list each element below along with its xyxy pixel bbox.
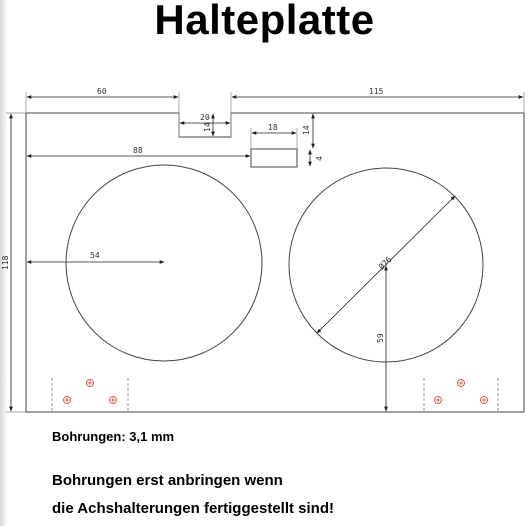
dim-text-59: 59 bbox=[376, 333, 385, 343]
hole-marker-icon bbox=[110, 397, 117, 404]
instruction-line-1: Bohrungen erst anbringen wenn bbox=[52, 472, 283, 489]
drawing-title: Halteplatte bbox=[154, 0, 375, 43]
mounting-holes-left bbox=[64, 380, 117, 404]
extension-lines bbox=[6, 92, 524, 412]
hole-marker-icon bbox=[435, 397, 442, 404]
dim-text-14: 14 bbox=[302, 125, 311, 135]
dim-text-88: 88 bbox=[133, 146, 143, 155]
hole-marker-icon bbox=[87, 380, 94, 387]
hole-guides bbox=[52, 378, 498, 412]
mounting-holes-right bbox=[435, 380, 488, 404]
hole-marker-icon bbox=[458, 380, 465, 387]
hole-marker-icon bbox=[481, 397, 488, 404]
dim-text-notch-depth: 14 bbox=[203, 122, 212, 132]
slot-rectangle bbox=[251, 149, 297, 167]
dim-text-115: 115 bbox=[369, 87, 384, 96]
hole-marker-icon bbox=[64, 397, 71, 404]
dim-text-20: 20 bbox=[200, 113, 210, 122]
dim-text-diameter-76: Ø76 bbox=[377, 254, 394, 272]
plate-outline bbox=[26, 113, 524, 412]
dim-text-18: 18 bbox=[268, 123, 278, 132]
holes-note: Bohrungen: 3,1 mm bbox=[52, 429, 175, 444]
dim-text-54: 54 bbox=[90, 251, 100, 260]
instruction-line-2: die Achshalterungen fertiggestellt sind! bbox=[52, 500, 334, 517]
dim-text-4: 4 bbox=[315, 156, 324, 161]
dim-text-60: 60 bbox=[97, 87, 107, 96]
dim-text-118: 118 bbox=[1, 255, 10, 270]
circle-left bbox=[66, 165, 262, 361]
